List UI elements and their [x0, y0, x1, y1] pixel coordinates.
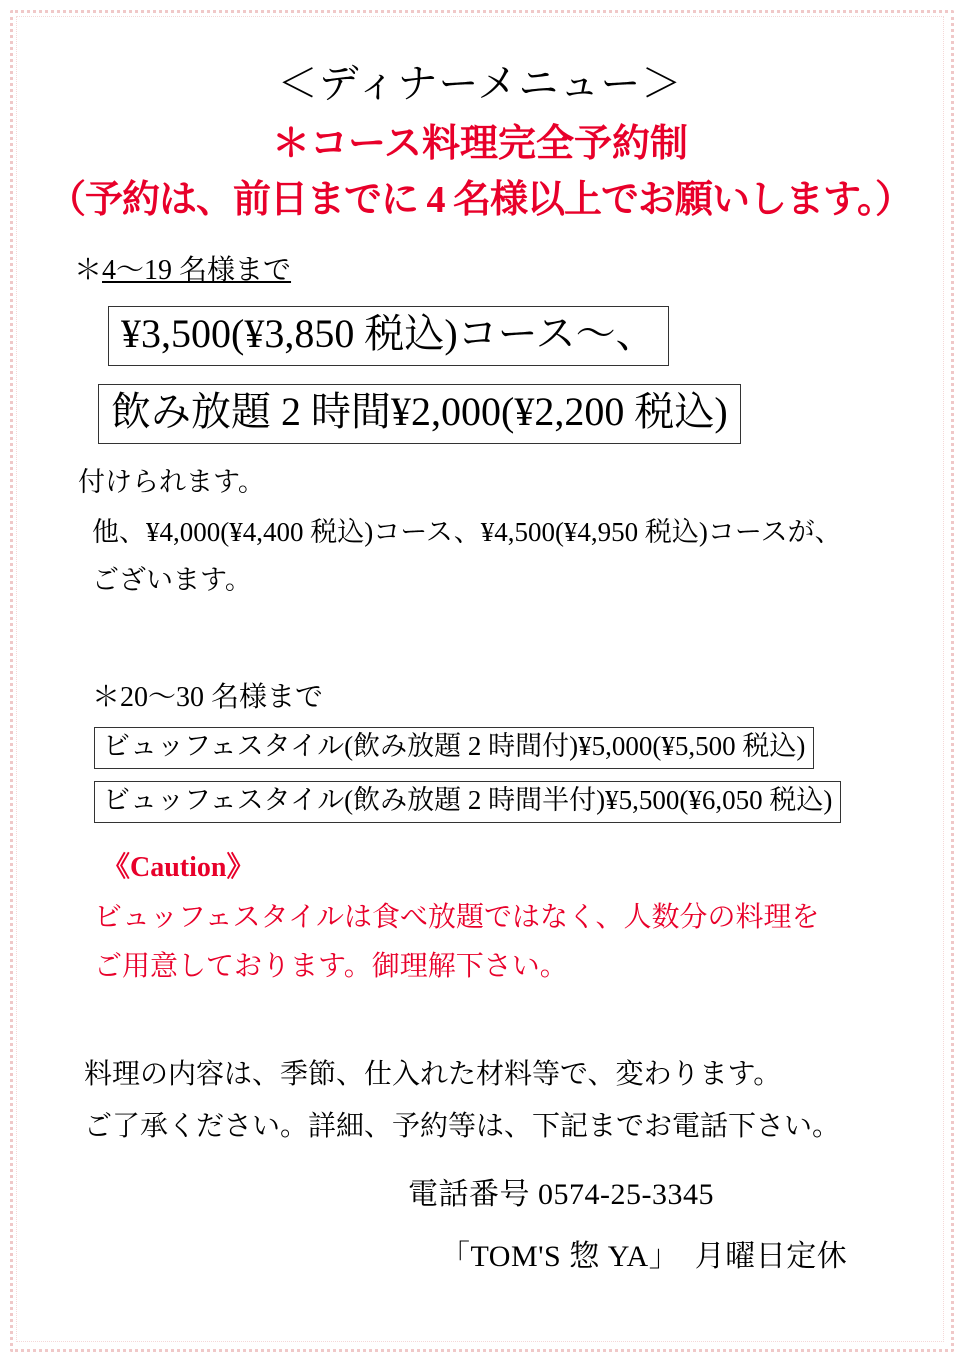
reservation-notice-line-2: （予約は、前日までに 4 名様以上でお願いします。） — [48, 178, 912, 221]
price-box-all-you-can-drink: 飲み放題 2 時間¥2,000(¥2,200 税込) — [98, 384, 741, 444]
page-title: ＜ディナーメニュー＞ — [277, 61, 683, 106]
caution-heading: 《Caution》 — [102, 851, 255, 883]
shop-name-and-closing-day: 「TOM'S 惣 YA」 月曜日定休 — [440, 1240, 848, 1274]
price-row-drink — [98, 384, 920, 444]
buffet-row-1 — [94, 727, 920, 769]
section-heading-small-group — [74, 248, 920, 288]
buffet-box-2half-hour: ビュッフェスタイル(飲み放題 2 時間半付)¥5,500(¥6,050 税込) — [94, 781, 841, 823]
buffet-row-2 — [94, 781, 920, 823]
caution-line-1: ビュッフェスタイルは食べ放題ではなく、人数分の料理を — [94, 901, 820, 933]
after-price-note: 付けられます。 — [78, 466, 265, 497]
reservation-notice-line-1: ＊コース料理完全予約制 — [271, 123, 689, 165]
note-line-2: ご了承ください。詳細、予約等は、下記までお電話下さい。 — [84, 1110, 841, 1142]
section-heading-text: 4～19 名様まで — [102, 254, 292, 286]
section-heading-mark: ＊ — [74, 254, 103, 286]
other-courses-line-2: ございます。 — [92, 565, 252, 596]
telephone-number: 電話番号 0574-25-3345 — [408, 1178, 714, 1212]
price-box-course: ¥3,500(¥3,850 税込)コース～、 — [108, 306, 669, 366]
notes-block — [40, 1058, 920, 1143]
buffet-box-2hour: ビュッフェスタイル(飲み放題 2 時間付)¥5,000(¥5,500 税込) — [94, 727, 814, 769]
price-row-course — [108, 306, 920, 366]
section-heading-mark-2: ＊ — [92, 681, 121, 713]
section-heading-text-2: 20～30 名様まで — [120, 681, 324, 713]
other-courses-line-1: 他、¥4,000(¥4,400 税込)コース、¥4,500(¥4,950 税込)コースが、 — [92, 516, 842, 547]
caution-line-2: ご用意しております。御理解下さい。 — [94, 951, 568, 983]
section-heading-large-group — [92, 675, 920, 715]
note-line-1: 料理の内容は、季節、仕入れた材料等で、変わります。 — [84, 1059, 782, 1091]
